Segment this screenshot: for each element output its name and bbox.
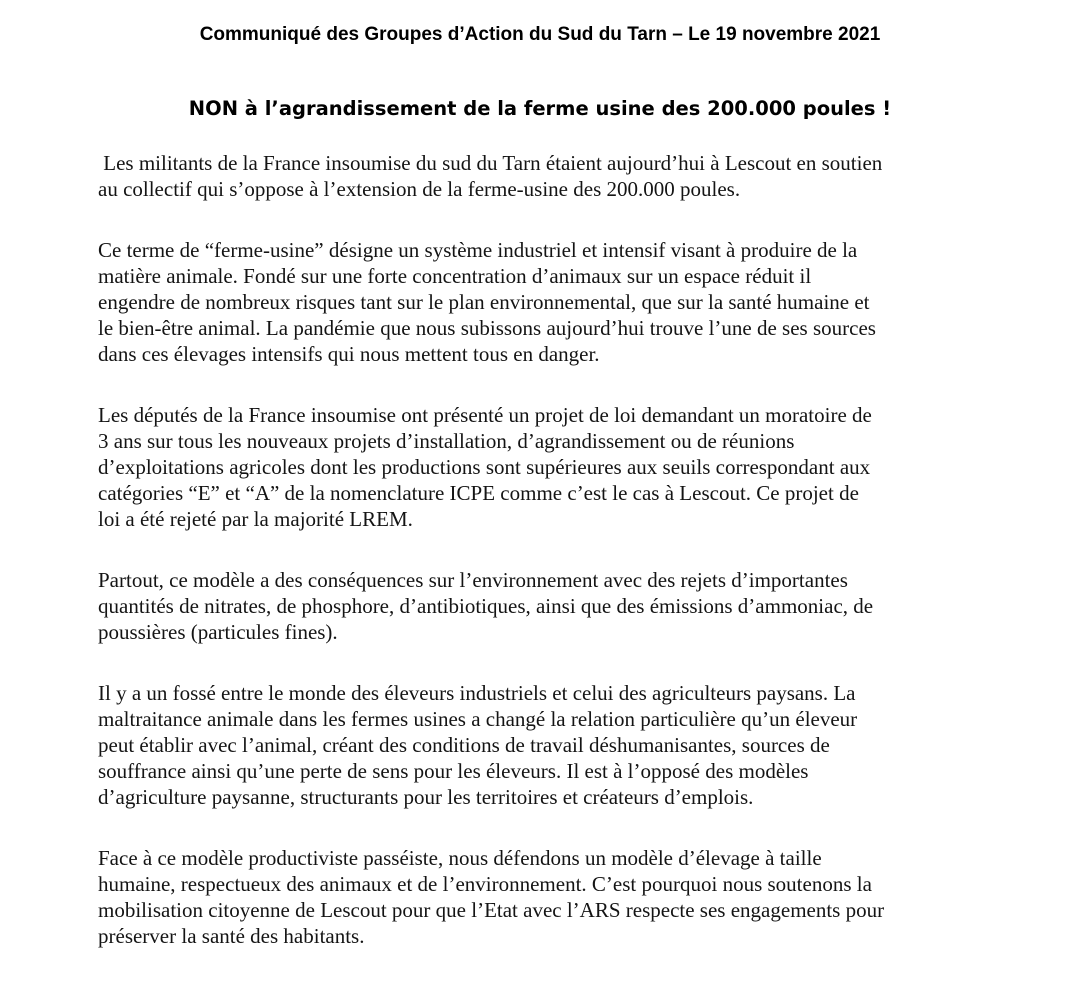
text-line: Ce terme de “ferme-usine” désigne un système industriel et intensif visant à produire de la [98, 238, 858, 262]
text-line: dans ces élevages intensifs qui nous mettent tous en danger. [98, 342, 600, 366]
paragraph [98, 680, 998, 810]
text-line: engendre de nombreux risques tant sur le plan environnemental, que sur la santé humaine et [98, 290, 870, 314]
text-line: matière animale. Fondé sur une forte concentration d’animaux sur un espace réduit il [98, 264, 812, 288]
document-title: NON à l’agrandissement de la ferme usine des 200.000 poules ! [188, 97, 892, 120]
paragraph [98, 402, 998, 532]
paragraph [98, 150, 998, 202]
document-body [98, 150, 998, 984]
text-line: Face à ce modèle productiviste passéiste, nous défendons un modèle d’élevage à taille [98, 846, 822, 870]
paragraph [98, 845, 998, 949]
text-line: humaine, respectueux des animaux et de l’environnement. C’est pourquoi nous soutenons la [98, 872, 872, 896]
text-line: poussières (particules fines). [98, 620, 338, 644]
press-release-header: Communiqué des Groupes d’Action du Sud du Tarn – Le 19 novembre 2021 [199, 24, 881, 45]
text-line: maltraitance animale dans les fermes usines a changé la relation particulière qu’un éleveur [98, 707, 858, 731]
text-line: au collectif qui s’oppose à l’extension de la ferme-usine des 200.000 poules. [98, 177, 741, 201]
text-line: catégories “E” et “A” de la nomenclature ICPE comme c’est le cas à Lescout. Ce projet de [98, 481, 859, 505]
text-line: Il y a un fossé entre le monde des éleveurs industriels et celui des agriculteurs paysans. La [98, 681, 856, 705]
text-line: 3 ans sur tous les nouveaux projets d’installation, d’agrandissement ou de réunions [98, 429, 795, 453]
paragraph [98, 237, 998, 367]
text-line: d’agriculture paysanne, structurants pour les territoires et créateurs d’emplois. [98, 785, 754, 809]
text-line: souffrance ainsi qu’une perte de sens pour les éleveurs. Il est à l’opposé des modèles [98, 759, 809, 783]
text-line: le bien-être animal. La pandémie que nous subissons aujourd’hui trouve l’une de ses sources [98, 316, 876, 340]
text-line: quantités de nitrates, de phosphore, d’antibiotiques, ainsi que des émissions d’ammoniac, de [98, 594, 874, 618]
text-line: peut établir avec l’animal, créant des conditions de travail déshumanisantes, sources de [98, 733, 830, 757]
text-line: Partout, ce modèle a des conséquences sur l’environnement avec des rejets d’importantes [98, 568, 848, 592]
text-line: mobilisation citoyenne de Lescout pour que l’Etat avec l’ARS respecte ses engagements pour [98, 898, 885, 922]
paragraph [98, 567, 998, 645]
text-line: loi a été rejeté par la majorité LREM. [98, 507, 413, 531]
text-line: préserver la santé des habitants. [98, 924, 365, 948]
text-line: Les députés de la France insoumise ont présenté un projet de loi demandant un moratoire de [98, 403, 872, 427]
text-line: d’exploitations agricoles dont les productions sont supérieures aux seuils correspondant aux [98, 455, 871, 479]
text-line: Les militants de la France insoumise du sud du Tarn étaient aujourd’hui à Lescout en soutien [98, 151, 883, 175]
